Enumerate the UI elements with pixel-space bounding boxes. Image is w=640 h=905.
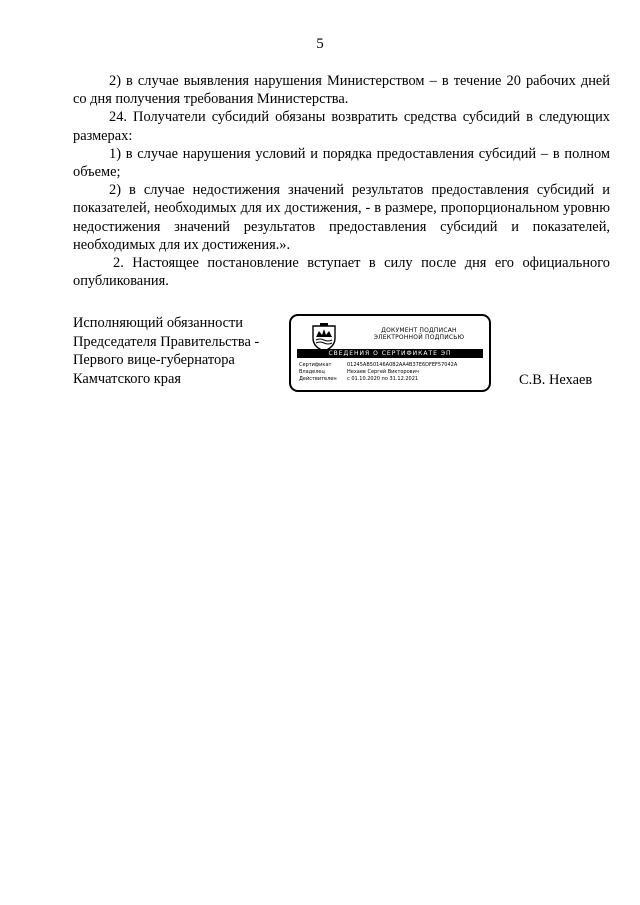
stamp-header-bar: СВЕДЕНИЯ О СЕРТИФИКАТЕ ЭП <box>297 349 483 358</box>
certificate-details <box>299 362 485 383</box>
owner-value: Нехаев Сергей Викторович <box>347 369 419 375</box>
stamp-title-line: ЭЛЕКТРОННОЙ ПОДПИСЬЮ <box>373 334 465 341</box>
paragraph: 2) в случае выявления нарушения Министерством – в течение 20 рабочих дней со дня получения требования Министерства. <box>73 73 610 108</box>
certificate-value: 01245AB50146A0B2AA4B37E6DFEF57042A <box>347 362 458 368</box>
e-signature-stamp <box>289 314 491 392</box>
stamp-title-line: ДОКУМЕНТ ПОДПИСАН <box>381 327 457 334</box>
body-text <box>73 72 610 290</box>
signer-line: Исполняющий обязанности <box>73 315 244 331</box>
official-name: С.В. Нехаев <box>519 372 593 388</box>
certificate-row <box>299 362 485 369</box>
signer-line: Камчатского края <box>73 370 181 387</box>
coat-of-arms-icon <box>310 322 338 352</box>
validity-label: Действителен <box>299 376 337 382</box>
paragraph: 24. Получатели субсидий обязаны возвратить средства субсидий в следующих размерах: <box>73 109 610 144</box>
signer-line: Председателя Правительства - <box>73 333 260 350</box>
stamp-title <box>369 327 469 341</box>
validity-row <box>299 376 485 383</box>
signer-position <box>73 314 293 388</box>
signer-line: Первого вице-губернатора <box>73 352 235 369</box>
paragraph: 2) в случае недостижения значений результатов предоставления субсидий и показателей, необходимых для их достижения, - в размере, пропорциональном уровню недостижения значений результатов предоставления субсидий и показателей, необходимых для их достижения.». <box>73 182 610 253</box>
paragraph: 2. Настоящее постановление вступает в силу после дня его официального опубликования. <box>73 255 610 290</box>
owner-label: Владелец <box>299 369 325 375</box>
owner-row <box>299 369 485 376</box>
certificate-label: Сертификат <box>299 362 332 368</box>
page-number: 5 <box>316 36 324 52</box>
validity-value: с 01.10.2020 по 31.12.2021 <box>347 376 419 382</box>
paragraph: 1) в случае нарушения условий и порядка предоставления субсидий – в полном объеме; <box>73 145 610 181</box>
